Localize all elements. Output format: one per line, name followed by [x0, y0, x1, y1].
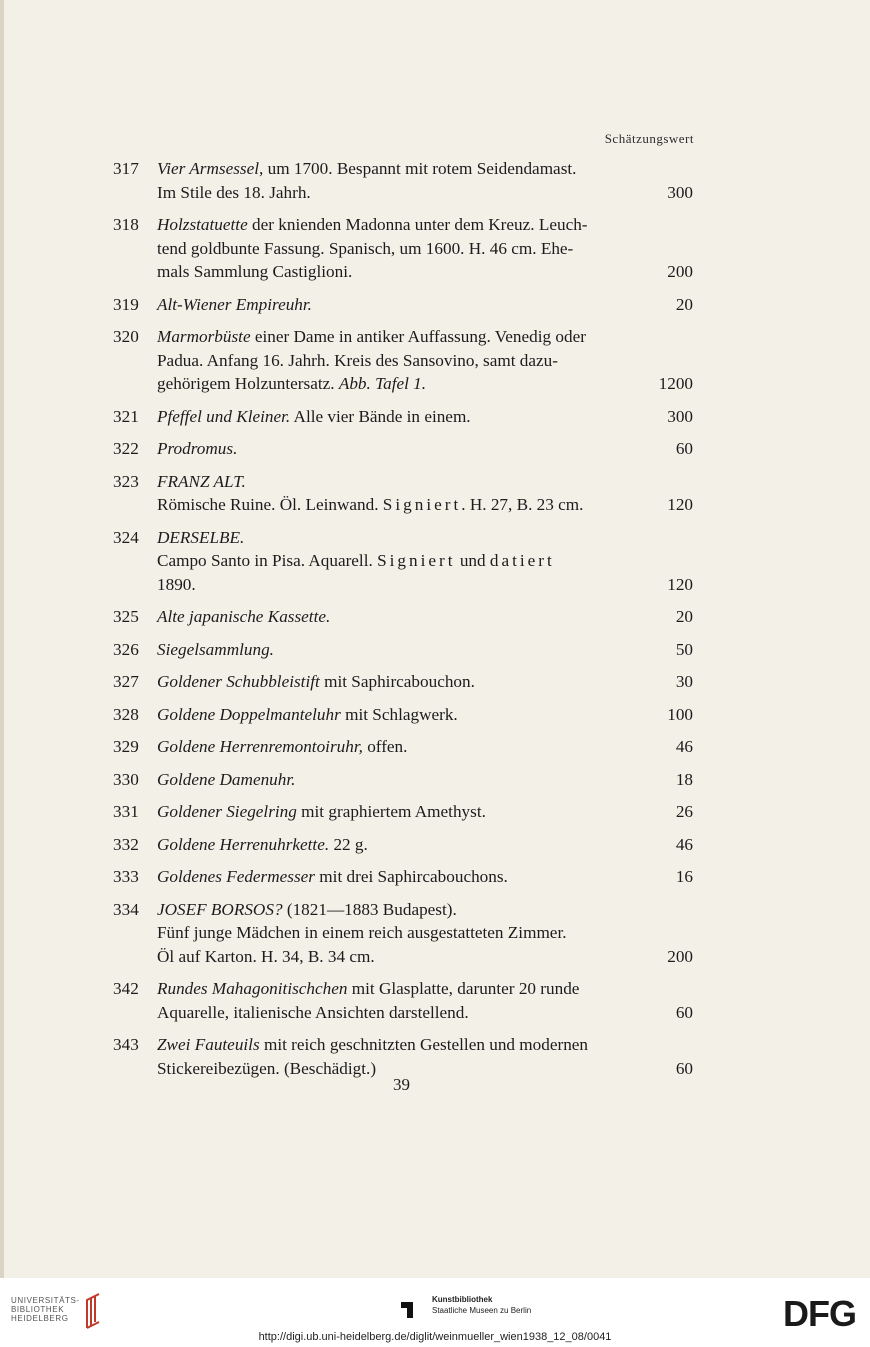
estimate-value: 60: [675, 1058, 693, 1078]
estimate-value: 30: [675, 672, 693, 691]
description-text: mit graphiertem Amethyst.: [296, 802, 486, 821]
catalog-entry: [113, 157, 693, 204]
description-line: [157, 977, 631, 1001]
catalog-entry: [113, 898, 693, 969]
lot-number: 329: [113, 737, 139, 756]
description-line: [157, 372, 631, 396]
lot-number: 318: [113, 215, 139, 234]
description-line: [157, 670, 631, 694]
description-line: [157, 325, 631, 349]
lot-description: [157, 437, 693, 461]
description-text: um 1700. Bespannt mit rotem Seidendamast.: [263, 159, 577, 178]
description-text: der knienden Madonna unter dem Kreuz. Leuch-: [247, 215, 588, 234]
estimate-value: 120: [667, 495, 693, 514]
description-text: tend goldbunte Fassung. Spanisch, um 1600. H. 46 cm. Ehe-: [157, 238, 574, 258]
catalog-entry: [113, 800, 693, 824]
estimate-value: 200: [667, 946, 693, 966]
catalog-entries: [113, 157, 693, 1089]
estimate-value: 300: [667, 406, 693, 426]
description-text: mit reich geschnitzten Gestellen und modernen: [259, 1035, 589, 1054]
lot-number: 324: [113, 527, 139, 547]
lot-number: 328: [113, 704, 139, 724]
university-library-name: UNIVERSITÄTS- BIBLIOTHEK HEIDELBERG: [11, 1296, 80, 1323]
description-text: mit Schlagwerk.: [340, 704, 458, 724]
lot-description: [157, 605, 693, 629]
description-line: [157, 526, 631, 550]
item-title: Abb. Tafel 1.: [338, 374, 427, 393]
estimate-value: 100: [667, 704, 693, 724]
catalog-entry: [113, 470, 693, 517]
lot-number: 321: [113, 406, 139, 426]
spaced-word: Signiert: [377, 551, 456, 570]
catalog-entry: [113, 833, 693, 857]
description-line: [157, 573, 631, 597]
lot-number: 326: [113, 639, 139, 659]
description-text: (1821—1883 Budapest).: [282, 899, 457, 919]
description-text: Fünf junge Mädchen in einem reich ausgestatteten Zimmer.: [157, 923, 567, 942]
estimate-value: 20: [675, 607, 693, 626]
item-title: FRANZ ALT.: [157, 471, 246, 491]
description-line: [157, 833, 631, 857]
catalog-entry: [113, 526, 693, 597]
item-title: Holzstatuette: [157, 215, 248, 234]
description-text: Aquarelle, italienische Ansichten darstellend.: [157, 1002, 469, 1022]
lot-description: [157, 800, 693, 824]
spaced-word: Signiert: [382, 495, 462, 514]
description-line: [157, 921, 631, 945]
description-text: mit Glasplatte, darunter 20 runde: [347, 979, 580, 998]
lot-description: [157, 526, 693, 597]
description-line: [157, 493, 631, 517]
description-line: [157, 1033, 631, 1057]
lot-description: [157, 213, 693, 284]
page-edge: [0, 0, 4, 1278]
estimate-value: 18: [675, 769, 693, 789]
description-line: [157, 181, 631, 205]
description-line: [157, 1001, 631, 1025]
description-text: 22 g.: [329, 834, 368, 854]
lot-number: 327: [113, 672, 139, 691]
catalog-entry: [113, 768, 693, 792]
description-text: Padua. Anfang 16. Jahrh. Kreis des Sansovino, samt dazu-: [157, 350, 558, 370]
estimate-value: 120: [667, 574, 693, 594]
description-line: [157, 405, 631, 429]
item-title: Prodromus.: [157, 439, 238, 458]
catalog-entry: [113, 325, 693, 396]
description-line: [157, 800, 631, 824]
lot-number: 343: [113, 1035, 139, 1054]
lot-description: [157, 977, 693, 1024]
description-text: Campo Santo in Pisa. Aquarell.: [157, 551, 378, 570]
description-line: [157, 768, 631, 792]
item-title: Rundes Mahagonitischchen: [157, 979, 348, 998]
lot-description: [157, 405, 693, 429]
lot-number: 331: [113, 802, 139, 821]
lot-description: [157, 470, 693, 517]
description-line: [157, 157, 631, 181]
item-title: Alt-Wiener Empireuhr.: [157, 294, 312, 314]
lot-number: 322: [113, 439, 139, 458]
lot-number: 333: [113, 867, 139, 886]
lot-description: [157, 293, 693, 317]
lot-number: 323: [113, 471, 139, 491]
item-title: Goldene Doppelmanteluhr: [157, 704, 341, 724]
description-line: [157, 735, 631, 759]
description-line: [157, 437, 631, 461]
catalog-entry: [113, 638, 693, 662]
item-title: Goldene Herrenuhrkette.: [157, 834, 330, 854]
dfg-logo: DFG: [783, 1293, 856, 1334]
description-line: [157, 865, 631, 889]
item-title: Goldene Herrenremontoiruhr,: [157, 737, 363, 756]
lot-number: 325: [113, 607, 139, 626]
estimate-value: 60: [675, 439, 693, 458]
lot-description: [157, 325, 693, 396]
lot-description: [157, 735, 693, 759]
item-title: Goldenes Federmesser: [157, 867, 315, 886]
catalog-entry: [113, 605, 693, 629]
estimate-value: 300: [667, 182, 693, 202]
catalog-entry: [113, 735, 693, 759]
estimate-value: 200: [667, 262, 693, 281]
description-line: [157, 349, 631, 373]
description-line: [157, 237, 631, 261]
item-title: Siegelsammlung.: [157, 639, 274, 659]
description-line: [157, 213, 631, 237]
description-text: Alle vier Bände in einem.: [290, 406, 471, 426]
catalog-entry: [113, 213, 693, 284]
description-text: einer Dame in antiker Auffassung. Venedig oder: [250, 327, 586, 346]
catalog-entry: [113, 437, 693, 461]
estimate-value: 20: [675, 294, 693, 314]
estimate-value: 46: [675, 737, 693, 756]
lot-number: 332: [113, 834, 139, 854]
description-line: [157, 898, 631, 922]
description-text: offen.: [362, 737, 408, 756]
lot-number: 342: [113, 979, 139, 998]
description-text: Römische Ruine. Öl. Leinwand.: [157, 495, 383, 514]
lot-number: 317: [113, 159, 139, 178]
item-title: Marmorbüste: [157, 327, 251, 346]
lot-description: [157, 157, 693, 204]
estimate-value: 16: [675, 867, 693, 886]
lot-description: [157, 670, 693, 694]
university-logo-icon: [81, 1292, 103, 1330]
item-title: DERSELBE.: [157, 527, 245, 547]
estimate-value: 26: [675, 802, 693, 821]
description-text: mit Saphircabouchon.: [319, 672, 475, 691]
description-text: und: [455, 551, 490, 570]
description-line: [157, 549, 631, 573]
description-text: mit drei Saphircabouchons.: [315, 867, 508, 886]
lot-description: [157, 833, 693, 857]
item-title: Goldener Schubbleistift: [157, 672, 320, 691]
description-line: [157, 638, 631, 662]
catalog-entry: [113, 977, 693, 1024]
description-line: [157, 605, 631, 629]
lot-number: 319: [113, 294, 139, 314]
lot-description: [157, 703, 693, 727]
catalog-entry: [113, 1033, 693, 1080]
description-text: Öl auf Karton. H. 34, B. 34 cm.: [157, 946, 375, 966]
lot-number: 334: [113, 899, 139, 919]
column-header-valuation: Schätzungswert: [604, 131, 694, 146]
lot-description: [157, 638, 693, 662]
description-text: gehörigem Holzuntersatz.: [157, 374, 339, 393]
catalog-entry: [113, 865, 693, 889]
kunstbibliothek-name: Kunstbibliothek Staatliche Museen zu Berlin: [432, 1295, 532, 1315]
catalog-entry: [113, 670, 693, 694]
estimate-value: 46: [675, 834, 693, 854]
description-text: Stickereibezügen. (Beschädigt.): [157, 1058, 377, 1078]
description-line: [157, 470, 631, 494]
catalog-entry: [113, 703, 693, 727]
lot-description: [157, 865, 693, 889]
item-title: Goldene Damenuhr.: [157, 769, 296, 789]
page-number: 39: [393, 1075, 410, 1094]
description-text: Im Stile des 18. Jahrh.: [157, 182, 311, 202]
estimate-value: 1200: [658, 374, 693, 393]
description-line: [157, 703, 631, 727]
item-title: Pfeffel und Kleiner.: [157, 406, 291, 426]
description-line: [157, 260, 631, 284]
lot-number: 320: [113, 327, 139, 346]
description-text: 1890.: [157, 574, 196, 594]
source-url[interactable]: http://digi.ub.uni-heidelberg.de/diglit/weinmueller_wien1938_12_08/0041: [258, 1331, 612, 1343]
estimate-value: 60: [675, 1002, 693, 1022]
catalog-entry: [113, 405, 693, 429]
estimate-value: 50: [675, 639, 693, 659]
catalog-entry: [113, 293, 693, 317]
item-title: Alte japanische Kassette.: [157, 607, 331, 626]
lot-description: [157, 1033, 693, 1080]
item-title: Vier Armsessel,: [157, 159, 264, 178]
lot-description: [157, 768, 693, 792]
item-title: Goldener Siegelring: [157, 802, 297, 821]
spaced-word: datiert: [489, 551, 555, 570]
lot-number: 330: [113, 769, 139, 789]
item-title: Zwei Fauteuils: [157, 1035, 260, 1054]
lot-description: [157, 898, 693, 969]
kunstbibliothek-logo-icon: [399, 1296, 425, 1320]
description-line: [157, 945, 631, 969]
description-text: . H. 27, B. 23 cm.: [461, 495, 584, 514]
item-title: JOSEF BORSOS?: [157, 899, 283, 919]
description-text: mals Sammlung Castiglioni.: [157, 262, 353, 281]
description-line: [157, 293, 631, 317]
